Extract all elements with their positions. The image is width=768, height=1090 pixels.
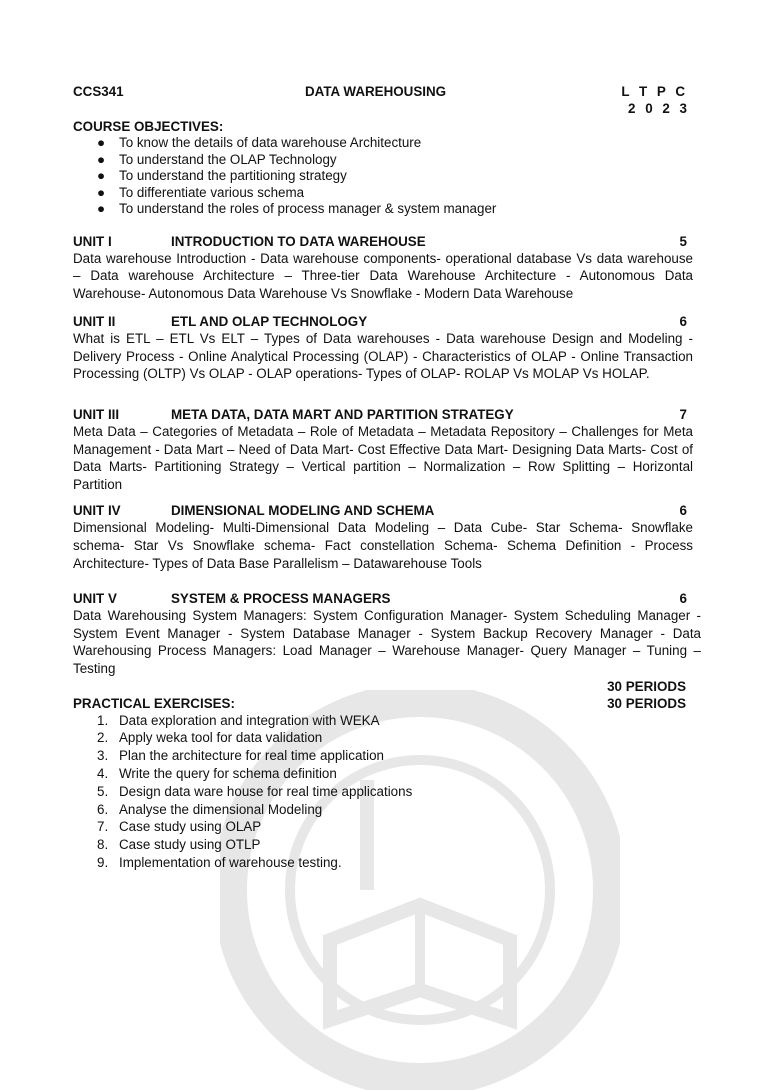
- ltpc-label: L T P C: [621, 84, 688, 99]
- unit-number: UNIT V: [73, 591, 117, 607]
- practical-title: PRACTICAL EXERCISES:: [73, 695, 235, 711]
- unit-name: ETL AND OLAP TECHNOLOGY: [171, 314, 368, 330]
- exercise-item: 2. Apply weka tool for data validation: [97, 730, 323, 746]
- course-title: DATA WAREHOUSING: [305, 84, 447, 99]
- practical-list: [73, 712, 693, 872]
- bullet-icon: ●: [97, 151, 106, 167]
- objectives-title: COURSE OBJECTIVES:: [73, 119, 224, 134]
- unit-heading: [73, 502, 693, 519]
- unit-hours: 6: [679, 314, 687, 330]
- unit-name: SYSTEM & PROCESS MANAGERS: [171, 591, 391, 607]
- bullet-icon: ●: [97, 135, 106, 150]
- objective-item: ● To understand the OLAP Technology: [97, 151, 337, 167]
- unit-name: INTRODUCTION TO DATA WAREHOUSE: [171, 233, 426, 249]
- objective-item: ● To differentiate various schema: [97, 184, 305, 200]
- bullet-icon: ●: [97, 168, 106, 183]
- unit-content: What is ETL – ETL Vs ELT – Types of Data warehouses - Data warehouse Design and Modeling - Delivery Process - Online Analytical Processing (OLAP) - Characteristics of OLAP - Online Transaction Processing (OLTP) Vs OLAP - OLAP operations- Types of OLAP- ROLAP Vs MOLAP Vs HOLAP.: [73, 331, 693, 382]
- unit-number: UNIT I: [73, 233, 112, 249]
- unit-heading: [73, 313, 693, 330]
- practical-header: [73, 695, 693, 712]
- course-header: [73, 84, 693, 100]
- exercise-item: 7. Case study using OLAP: [97, 819, 262, 835]
- theory-periods-row: [73, 678, 693, 695]
- unit-content: Data warehouse Introduction - Data warehouse components- operational database Vs data warehouse – Data warehouse Architecture – Three-tier Data Warehouse Architecture - Autonomous Data Warehouse- Autonomous Data Warehouse Vs Snowflake - Modern Data Warehouse: [73, 250, 693, 301]
- unit-hours: 7: [679, 407, 687, 423]
- practical-periods: 30 PERIODS: [607, 695, 686, 711]
- objective-item: ● To know the details of data warehouse Architecture: [97, 135, 422, 150]
- unit-heading: [73, 233, 693, 250]
- unit-content: Dimensional Modeling- Multi-Dimensional Data Modeling – Data Cube- Star Schema- Snowflake schema- Star Vs Snowflake schema- Fact constellation Schema- Schema Definition - Process Architecture- Types of Data Base Parallelism – Datawarehouse Tools: [73, 520, 693, 571]
- unit-number: UNIT IV: [73, 503, 121, 519]
- unit-content: Data Warehousing System Managers: System Configuration Manager- System Scheduling Manager - System Event Manager - System Database Manager - System Backup Recovery Manager - Data Warehousing Process Managers: Load Manager – Warehouse Manager- Query Manager – Tuning – Testing: [73, 608, 701, 676]
- bullet-icon: ●: [97, 184, 106, 200]
- exercise-item: 3. Plan the architecture for real time application: [97, 748, 384, 764]
- objective-item: ● To understand the roles of process manager & system manager: [97, 201, 497, 216]
- unit-number: UNIT II: [73, 314, 116, 330]
- bullet-icon: ●: [97, 201, 106, 216]
- exercise-item: 5. Design data ware house for real time applications: [97, 783, 413, 799]
- exercise-item: 8. Case study using OTLP: [97, 837, 261, 853]
- theory-periods: 30 PERIODS: [607, 678, 686, 694]
- unit-name: META DATA, DATA MART AND PARTITION STRATEGY: [171, 407, 514, 423]
- unit-hours: 6: [679, 591, 687, 607]
- unit-hours: 5: [679, 233, 687, 249]
- unit-name: DIMENSIONAL MODELING AND SCHEMA: [171, 503, 435, 519]
- unit-hours: 6: [679, 503, 687, 519]
- exercise-item: 1. Data exploration and integration with WEKA: [97, 712, 380, 728]
- unit-heading: [73, 406, 693, 423]
- exercise-item: 9. Implementation of warehouse testing.: [97, 854, 342, 870]
- unit-content: Meta Data – Categories of Metadata – Role of Metadata – Metadata Repository – Challenges for Meta Management - Data Mart – Need of Data Mart- Cost Effective Data Mart- Designing Data Marts- Cost of Data Marts- Partitioning Strategy – Vertical partition – Normalization – Row Splitting – Horizontal Partition: [73, 424, 693, 492]
- objective-item: ● To understand the partitioning strategy: [97, 168, 347, 183]
- exercise-item: 6. Analyse the dimensional Modeling: [97, 801, 323, 817]
- objectives-list: [73, 135, 693, 218]
- syllabus-page: [73, 84, 701, 872]
- course-code: CCS341: [73, 84, 124, 99]
- exercise-item: 4. Write the query for schema definition: [97, 765, 337, 781]
- credits-values: 2 0 2 3: [628, 101, 690, 116]
- unit-number: UNIT III: [73, 407, 120, 423]
- unit-heading: [73, 590, 693, 607]
